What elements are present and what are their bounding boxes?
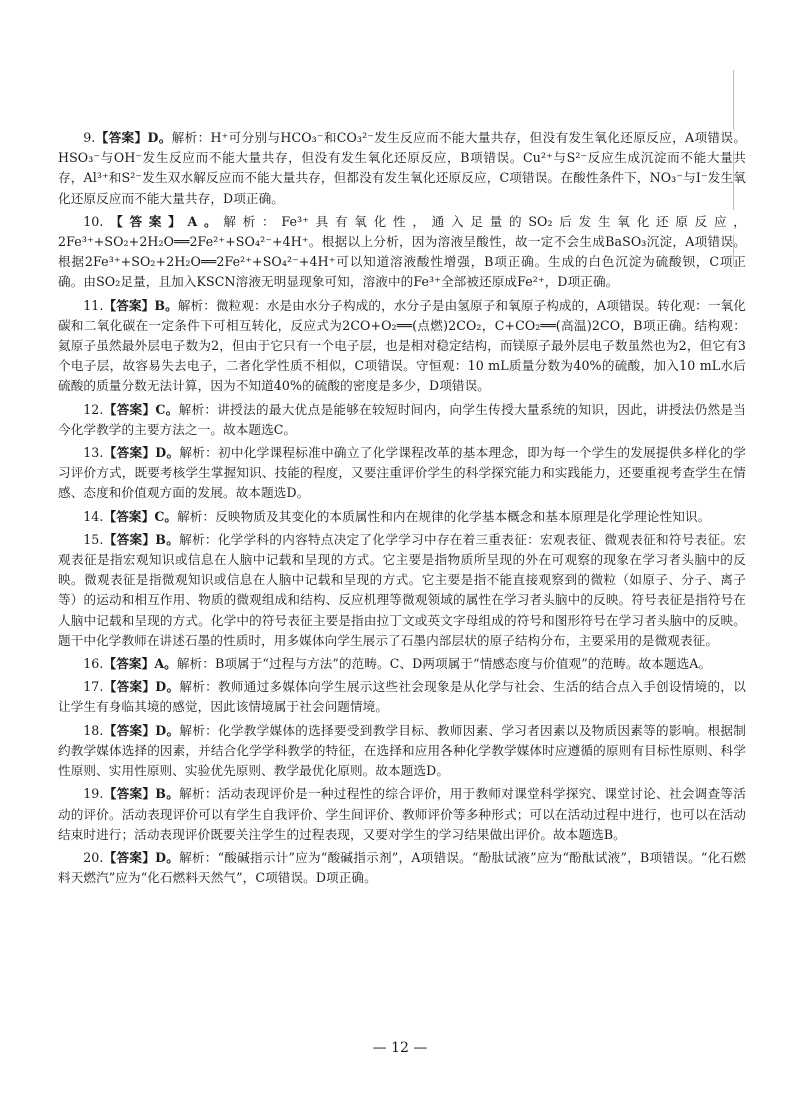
item-number: 10. [83,213,104,229]
item-number: 13. [83,445,104,461]
explanation-text: 解析：初中化学课程标准中确立了化学课程改革的基本理念，即为每一个学生的发展提供多样化的学习评价方式，既要考核学生掌握知识、技能的程度，又要注重评价学生的科学探究能力和实践能力，还要重视考查学生在情感、态度和价值观方面的发展。故本题选D。 [58,445,746,501]
explanation-text: 解析：H⁺可分别与HCO₃⁻和CO₃²⁻发生反应而不能大量共存，但没有发生氧化还原反应，A项错误。HSO₃⁻与OH⁻发生反应而不能大量共存，但没有发生氧化还原反应，B项错误。Cu²⁺与S²⁻反应生成沉淀而不能大量共存，Al³⁺和S²⁻发生双水解反应而不能大量共存，但都没有发生氧化还原反应，C项错误。在酸性条件下，NO₃⁻与I⁻发生氧化还原反应而不能大量共存，D项正确。 [58,130,747,206]
explanation-text: 解析：“酸碱指示计”应为“酸碱指示剂”，A项错误。“酚肽试液”应为“酚酞试液”，B项错误。“化石燃料天燃汽”应为“化石燃料天然气”，C项错误。D项正确。 [58,849,746,886]
answer-item-16 [58,654,746,674]
answer-item-12 [58,400,746,440]
answer-tag: 【答案】 [103,679,156,695]
answer-tag: 【答案】 [103,786,156,802]
answer-choice: D。 [155,849,180,865]
item-number: 18. [83,722,104,738]
answer-item-15 [58,530,746,651]
answer-choice: B。 [155,786,180,802]
explanation-text: 解析：活动表现评价是一种过程性的综合评价，用于教师对课堂科学探究、课堂讨论、社会调查等活动的评价。活动表现评价可以有学生自我评价、学生间评价、教师评价等多种形式；可以在活动过程中进行，也可以在活动结束时进行；活动表现评价既要关注学生的过程表现，又要对学生的学习结果做出评价。故本题选B。 [58,786,746,842]
item-number: 11. [83,297,104,313]
answer-item-18 [58,721,746,782]
explanation-text: 解析：化学教学媒体的选择要受到教学目标、教师因素、学习者因素以及物质因素等的影响。根据制约教学媒体选择的因素，并结合化学学科教学的特征，在选择和应用各种化学教学媒体时应遵循的原则有目标性原则、科学性原则、实用性原则、实验优先原则、教学最优化原则。故本题选D。 [58,722,746,779]
answer-tag: 【答案】 [103,849,156,865]
explanation-text: 解析：化学学科的内容特点决定了化学学习中存在着三重表征：宏观表征、微观表征和符号表征。宏观表征是指宏观知识或信息在人脑中记载和呈现的方式。它主要是指物质所呈现的外在可观察的现象在学习者头脑中的反映。微观表征是指微观知识或信息在人脑中记载和呈现的方式。它主要是指不能直接观察到的微粒（如原子、分子、离子等）的运动和相互作用、物质的微观组成和结构、反应机理等微观领域的属性在学习者头脑中的反映。符号表征是指符号在人脑中记载和呈现的方式。化学中的符号表征主要是指由拉丁文或英文字母组成的符号和图形符号在学习者头脑中的反映。题干中化学教师在讲述石墨的性质时，用多媒体向学生展示了石墨内部层状的原子结构分布，主要采用的是微观表征。 [58,531,746,648]
item-number: 16. [83,656,104,672]
explanation-text: 解析：教师通过多媒体向学生展示这些社会现象是从化学与社会、生活的结合点入手创设情境的，以让学生有身临其境的感觉，因此该情境属于社会问题情境。 [58,679,746,715]
answer-item-9 [58,128,746,209]
explanation-text: 解析：微粒观：水是由水分子构成的，水分子是由氢原子和氧原子构成的，A项错误。转化观：一氧化碳和二氧化碳在一定条件下可相互转化，反应式为2CO+O₂══(点燃)2CO₂，C+CO₂══(高温)2CO，B项正确。结构观：氦原子虽然最外层电子数为2，但由于它只有一个电子层，也是相对稳定结构，而镁原子最外层电子数虽然也为2，但它有3个电子层，故容易失去电子，二者化学性质不相似，C项错误。守恒观：10 mL质量分数为40%的硫酸，加入10 mL水后硫酸的质量分数无法计算，因为不知道40%的硫酸的密度是多少，D项错误。 [58,297,746,394]
page-number: — 12 — [372,1040,428,1056]
answer-choice: C。 [155,401,179,417]
answer-explanations [58,128,746,891]
answer-tag: 【答案】 [95,130,148,145]
explanation-text: 解析：反映物质及其变化的本质属性和内在规律的化学基本概念和基本原理是化学理论性知识。 [177,508,711,524]
answer-choice: D。 [155,445,180,461]
answer-item-17 [58,677,746,717]
answer-tag: 【答案】 [103,508,155,524]
answer-choice: C。 [154,508,178,524]
answer-choice: A。 [154,656,177,672]
answer-item-14 [58,507,746,527]
item-number: 9. [83,130,96,145]
explanation-text: 解析：讲授法的最大优点是能够在较短时间内，向学生传授大量系统的知识，因此，讲授法仍然是当今化学教学的主要方法之一。故本题选C。 [58,401,746,437]
item-number: 15. [83,531,104,547]
answer-item-11 [58,296,746,397]
explanation-text: 解析：Fe³⁺具有氧化性，通入足量的SO₂后发生氧化还原反应，2Fe³⁺+SO₂+2H₂O══2Fe²⁺+SO₄²⁻+4H⁺。根据以上分析，因为溶液呈酸性，故一定不会生成BaSO₃沉淀，A项错误。根据2Fe³⁺+SO₂+2H₂O══2Fe²⁺+SO₄²⁻+4H⁺可以知道溶液酸性增强，B项正确。生成的白色沉淀为硫酸钡，C项正确。由SO₂足量，且加入KSCN溶液无明显现象可知，溶液中的Fe³⁺全部被还原成Fe²⁺，D项正确。 [58,213,746,290]
answer-choice: D。 [155,722,180,738]
answer-tag: 【答案】 [103,213,188,229]
item-number: 19. [83,786,104,802]
answer-item-13 [58,443,746,504]
item-number: 12. [83,401,104,417]
answer-tag: 【答案】 [103,445,156,461]
explanation-text: 解析：B项属于“过程与方法”的范畴。C、D两项属于“情感态度与价值观”的范畴。故本题选A。 [176,656,712,672]
answer-tag: 【答案】 [103,722,156,738]
answer-item-10 [58,212,746,293]
item-number: 20. [83,849,104,865]
answer-choice: B。 [154,297,178,313]
answer-choice: A。 [187,213,224,229]
answer-tag: 【答案】 [103,531,156,547]
answer-item-20 [58,848,746,888]
answer-tag: 【答案】 [103,656,155,672]
item-number: 14. [83,508,104,524]
answer-tag: 【答案】 [103,401,156,417]
page-edge-mark [733,70,734,130]
answer-choice: D。 [155,679,180,695]
answer-choice: D。 [147,130,172,145]
answer-item-19 [58,784,746,845]
answer-tag: 【答案】 [103,297,155,313]
item-number: 17. [83,679,104,695]
answer-choice: B。 [155,531,180,547]
